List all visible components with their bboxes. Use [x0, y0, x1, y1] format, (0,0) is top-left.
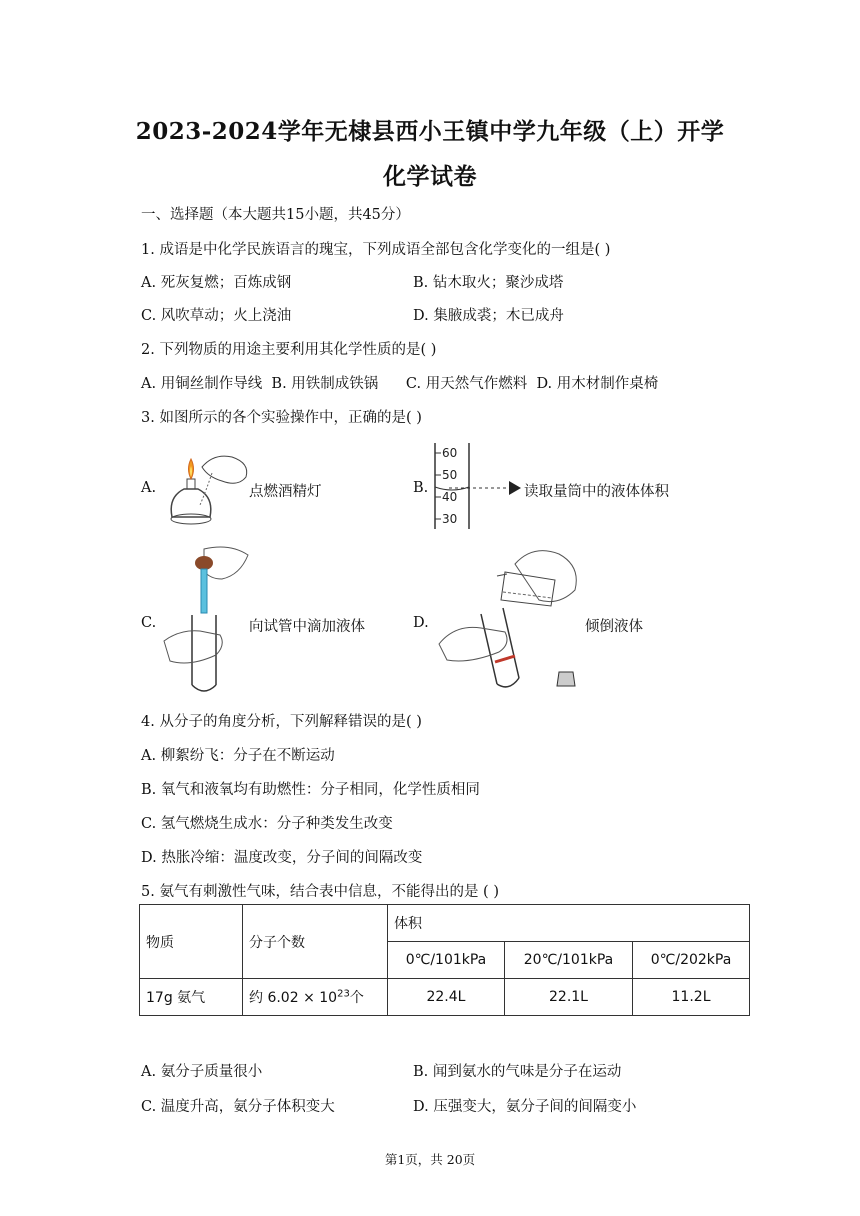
q4-option-c: C. 氢气燃烧生成水：分子种类发生改变 — [141, 816, 393, 832]
q3-option-c-label: C. — [141, 615, 157, 631]
count-suffix: 个 — [349, 990, 364, 1006]
cylinder-tick-30: 30 — [442, 512, 458, 526]
cell-volume-2: 22.1L — [504, 979, 632, 1016]
q3-option-d-label: D. — [413, 615, 429, 631]
q5-option-d: D. 压强变大，氨分子间的间隔变小 — [413, 1099, 637, 1115]
q2-stem: 2. 下列物质的用途主要利用其化学性质的是( ) — [141, 342, 437, 358]
header-substance: 物质 — [140, 905, 243, 979]
dropper-test-tube-figure — [160, 545, 254, 697]
pouring-liquid-figure — [435, 544, 585, 692]
q3-option-b-label: B. — [413, 480, 429, 496]
section-heading: 一、选择题（本大题共15小题，共45分） — [141, 207, 410, 223]
alcohol-lamp-figure — [162, 447, 254, 529]
count-prefix: 约 6.02 × 10 — [249, 990, 338, 1006]
q1-stem: 1. 成语是中化学民族语言的瑰宝，下列成语全部包含化学变化的一组是( ) — [141, 242, 611, 258]
q5-option-a: A. 氨分子质量很小 — [141, 1064, 263, 1080]
q3-stem: 3. 如图所示的各个实验操作中，正确的是( ) — [141, 410, 422, 426]
q2-options: A. 用铜丝制作导线 B. 用铁制成铁锅 C. 用天然气作燃料 D. 用木材制作桌椅 — [141, 376, 659, 392]
cell-molecule-count — [243, 979, 388, 1016]
q3-option-a-label: A. — [141, 480, 157, 496]
q1-option-a: A. 死灰复燃；百炼成钢 — [141, 275, 292, 291]
q4-stem: 4. 从分子的角度分析，下列解释错误的是( ) — [141, 714, 422, 730]
q3-option-b-text: 读取量筒中的液体体积 — [524, 484, 669, 500]
q1-option-b: B. 钻木取火；聚沙成塔 — [413, 275, 564, 291]
cell-volume-1: 22.4L — [388, 979, 505, 1016]
graduated-cylinder-figure — [425, 441, 525, 533]
header-condition-3: 0℃/202kPa — [633, 942, 750, 979]
cylinder-tick-40: 40 — [442, 490, 458, 504]
q4-option-d: D. 热胀冷缩：温度改变，分子间的间隔改变 — [141, 850, 423, 866]
q1-option-d: D. 集腋成裘；木已成舟 — [413, 308, 564, 324]
exam-title-line2: 化学试卷 — [383, 163, 477, 190]
q4-option-a: A. 柳絮纷飞：分子在不断运动 — [141, 748, 335, 764]
q4-option-b: B. 氧气和液氧均有助燃性：分子相同，化学性质相同 — [141, 782, 480, 798]
q5-option-c: C. 温度升高，氨分子体积变大 — [141, 1099, 335, 1115]
q1-option-c: C. 风吹草动；火上浇油 — [141, 308, 292, 324]
q5-stem: 5. 氨气有刺激性气味，结合表中信息，不能得出的是 ( ) — [141, 884, 499, 900]
ammonia-data-table — [139, 904, 750, 1016]
q3-option-c-text: 向试管中滴加液体 — [249, 619, 365, 635]
header-volume: 体积 — [388, 905, 750, 942]
q5-option-b: B. 闻到氨水的气味是分子在运动 — [413, 1064, 622, 1080]
header-condition-1: 0℃/101kPa — [388, 942, 505, 979]
q3-option-a-text: 点燃酒精灯 — [249, 484, 322, 500]
cylinder-tick-50: 50 — [442, 468, 458, 482]
cylinder-tick-60: 60 — [442, 446, 458, 460]
header-molecule-count: 分子个数 — [243, 905, 388, 979]
cell-volume-3: 11.2L — [633, 979, 750, 1016]
cell-substance: 17g 氨气 — [140, 979, 243, 1016]
page-footer: 第1页，共 20页 — [384, 1152, 476, 1167]
exam-title-line1: 2023-2024学年无棣县西小王镇中学九年级（上）开学 — [135, 118, 725, 145]
count-exponent: 23 — [337, 988, 350, 1000]
header-condition-2: 20℃/101kPa — [504, 942, 632, 979]
q3-option-d-text: 倾倒液体 — [585, 619, 643, 635]
